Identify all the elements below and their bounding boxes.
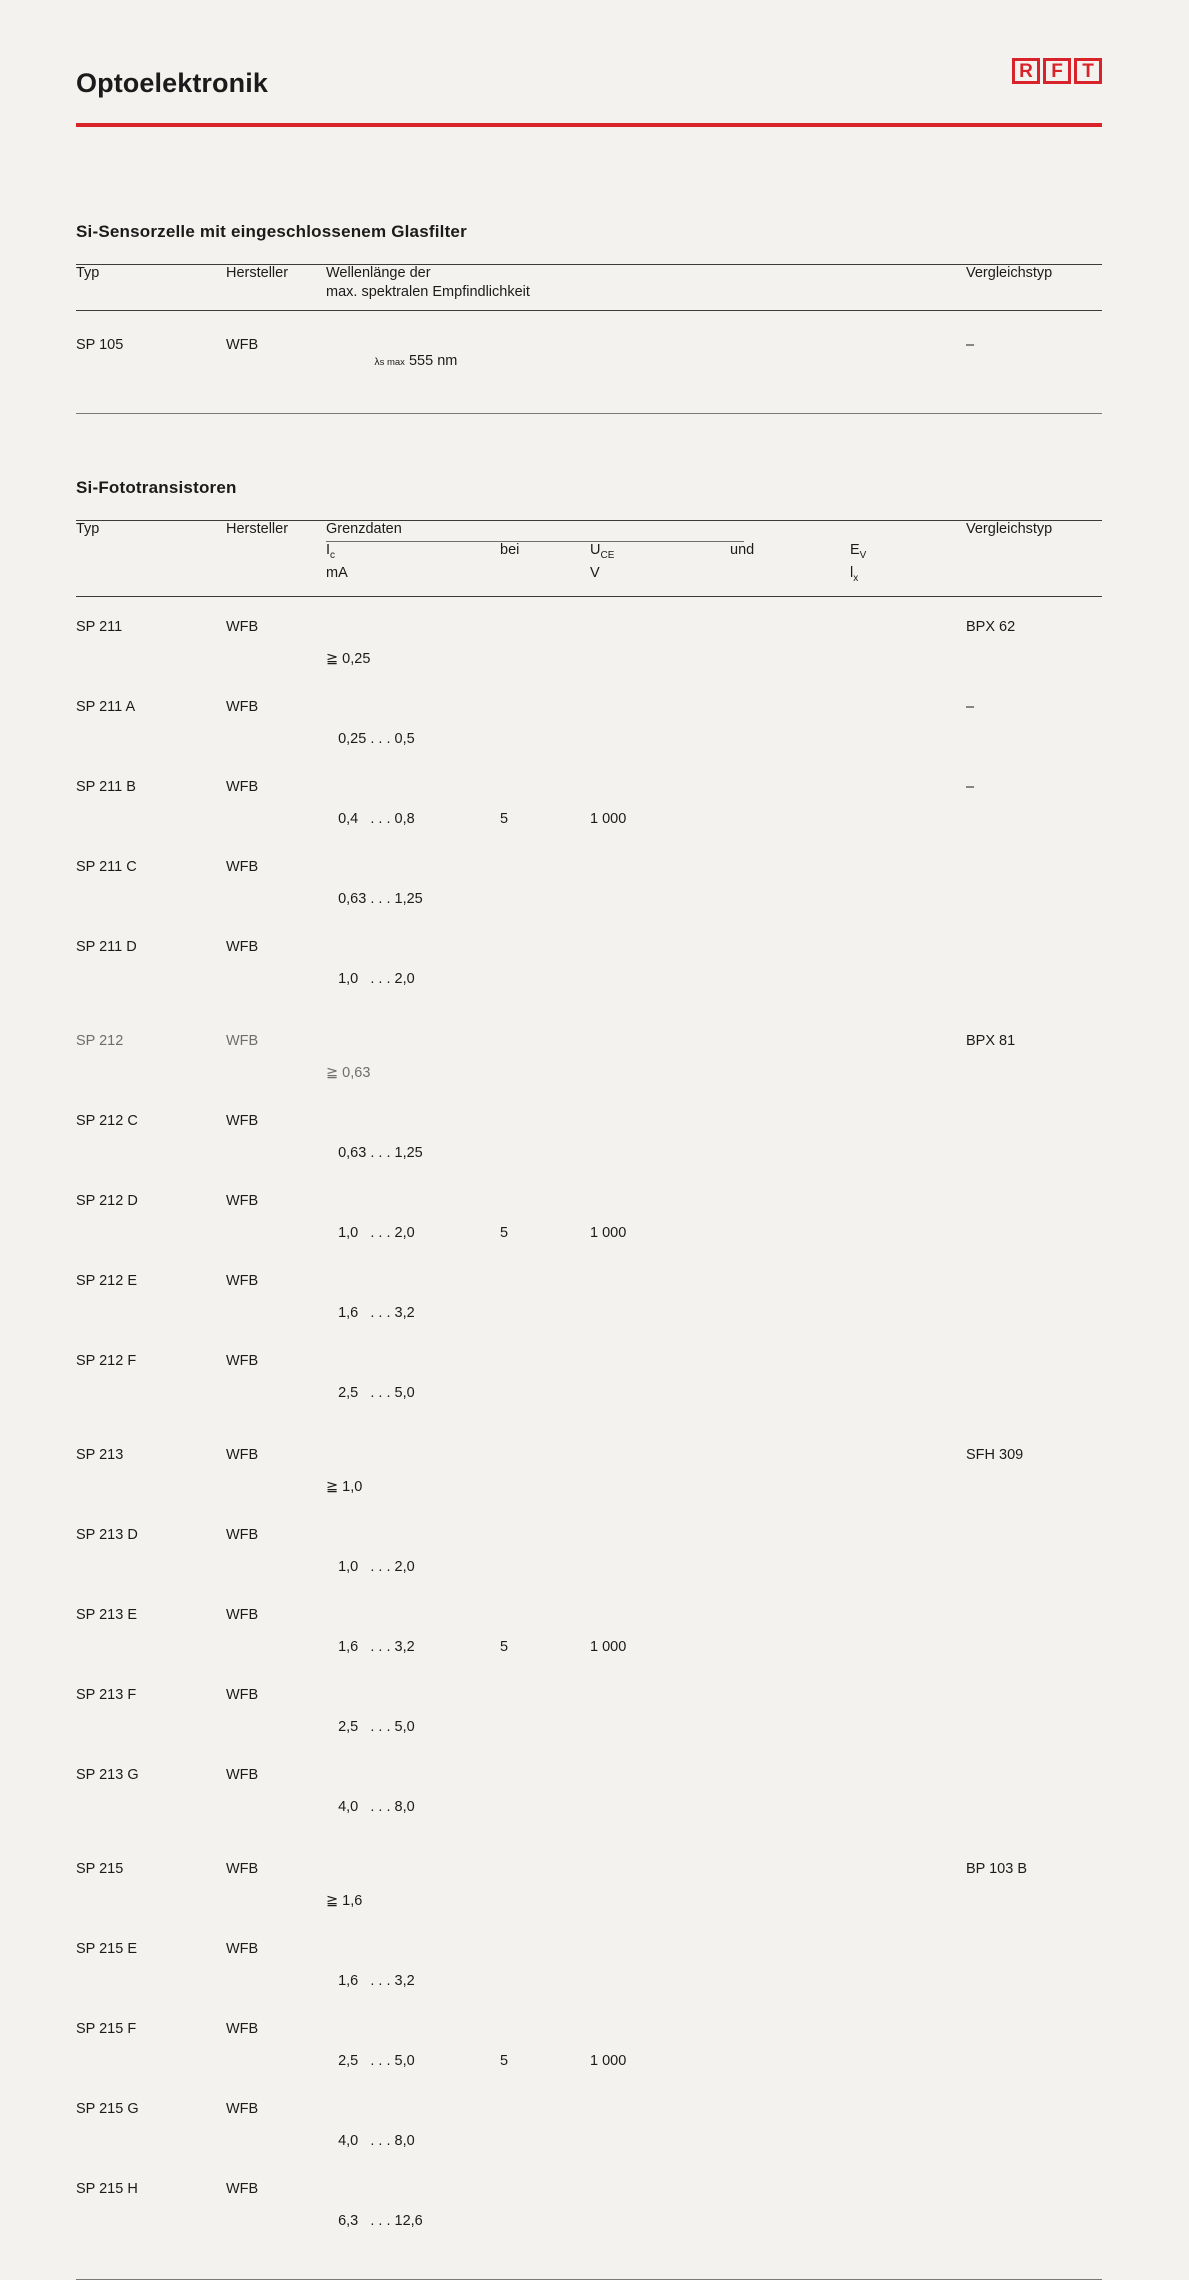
row-uce [500, 1719, 590, 1735]
row-typ: SP 212 F [76, 1352, 137, 1369]
table-row [76, 2101, 1102, 2181]
table-row [76, 1941, 1102, 2021]
row-ev: 1 000 [590, 810, 627, 827]
ev-unit-cell [850, 565, 858, 584]
page-title: Optoelektronik [76, 68, 268, 98]
row-uce [500, 1799, 590, 1815]
row-values [326, 2021, 966, 2101]
row-vergleichstyp [966, 1193, 1102, 1273]
row-typ: SP 215 G [76, 2100, 139, 2117]
row-ic: 1,0 . . . 2,0 [326, 1224, 415, 1241]
row-ic: 4,0 . . . 8,0 [326, 1798, 415, 1815]
row-ic: 0,63 . . . 1,25 [326, 1144, 423, 1161]
ev-symbol: E [850, 542, 860, 558]
row-typ: SP 213 E [76, 1606, 138, 1623]
table-row [76, 1447, 1102, 1527]
row-values [326, 1033, 966, 1113]
row-hersteller: WFB [226, 618, 259, 635]
row-values [326, 1861, 966, 1941]
row-ev: 1 000 [590, 1638, 627, 1655]
row-values [326, 1607, 966, 1687]
row-values [326, 1687, 966, 1767]
row-values [326, 1273, 966, 1353]
row-uce: 5 [500, 1224, 509, 1241]
section1-heading: Si-Sensorzelle mit eingeschlossenem Glasfilter [76, 222, 467, 241]
row-vergleichstyp [966, 2181, 1102, 2261]
lambda-value: 555 nm [408, 353, 458, 369]
table-row [76, 1607, 1102, 1687]
row-ic: 0,4 . . . 0,8 [326, 810, 415, 827]
ev-unit: l [850, 564, 854, 581]
row-values [326, 619, 966, 699]
section2-header-row [76, 521, 1102, 542]
row-values [326, 779, 966, 859]
section2-col-grenzdaten [326, 521, 966, 542]
group-gap [76, 1847, 1102, 1861]
row-ic: 0,63 . . . 1,25 [326, 890, 423, 907]
rft-logo [1012, 58, 1102, 84]
row-ic: ≧ 0,63 [326, 1064, 371, 1081]
section1-header-rule [76, 310, 1102, 311]
row-typ: SP 211 B [76, 778, 136, 795]
section1-body [76, 337, 1102, 385]
row-ev [590, 2213, 730, 2229]
row-typ: SP 215 [76, 1860, 124, 1877]
row-values [326, 939, 966, 1019]
section1-col-typ: Typ [76, 265, 100, 281]
row-hersteller: WFB [226, 1686, 259, 1703]
subheader-line1 [326, 542, 966, 561]
row-hersteller: WFB [226, 337, 259, 353]
subheader-line2 [326, 565, 966, 584]
subheader-units [326, 542, 966, 584]
row-typ: SP 212 C [76, 1112, 138, 1129]
row-uce: 5 [500, 810, 509, 827]
uce-unit: V [590, 564, 600, 581]
section1-header-row [76, 265, 1102, 300]
row-typ: SP 215 H [76, 2180, 138, 2197]
subheader-spacer-3 [966, 542, 1102, 584]
row-ev [590, 1479, 730, 1495]
row-hersteller: WFB [226, 1940, 259, 1957]
row-typ: SP 211 C [76, 858, 137, 875]
row-ev: 1 000 [590, 2052, 627, 2069]
row-vergleichstyp [966, 1767, 1102, 1847]
table-row [76, 1861, 1102, 1941]
row-vergleichstyp: SFH 309 [966, 1446, 1024, 1463]
unit-spacer [500, 565, 590, 584]
section1-col-wellenlaenge-line2: max. spektralen Empfindlichkeit [326, 284, 530, 300]
section2-header-table [76, 521, 1102, 584]
row-uce [500, 1479, 590, 1495]
row-ev [590, 1893, 730, 1909]
row-vergleichstyp [966, 1353, 1102, 1433]
ic-symbol-cell [326, 542, 500, 561]
row-uce [500, 1385, 590, 1401]
row-hersteller: WFB [226, 1860, 259, 1877]
row-ev [590, 971, 730, 987]
row-uce [500, 2213, 590, 2229]
row-ev [590, 1973, 730, 1989]
und-cell: und [730, 542, 755, 558]
row-vergleichstyp [966, 859, 1102, 939]
row-ev [590, 1385, 730, 1401]
group-gap [76, 1433, 1102, 1447]
row-hersteller: WFB [226, 1352, 259, 1369]
row-vergleichstyp: BP 103 B [966, 1860, 1028, 1877]
table-row [76, 1113, 1102, 1193]
grenzdaten-label: Grenzdaten [326, 521, 402, 537]
uce-symbol-cell [590, 542, 730, 561]
unit-spacer-2 [730, 565, 850, 584]
row-vergleichstyp: – [966, 778, 975, 795]
row-uce [500, 1559, 590, 1575]
page-header [76, 0, 1102, 98]
row-values [326, 859, 966, 939]
row-values [326, 699, 966, 779]
section2-col-hersteller: Hersteller [226, 521, 289, 537]
row-typ: SP 215 F [76, 2020, 137, 2037]
row-ic: 2,5 . . . 5,0 [326, 1718, 415, 1735]
row-ic: 1,6 . . . 3,2 [326, 1304, 415, 1321]
table-row [76, 2181, 1102, 2261]
row-vergleichstyp: BPX 62 [966, 618, 1016, 635]
lambda-symbol: λ [374, 356, 380, 368]
row-ic: 1,6 . . . 3,2 [326, 1972, 415, 1989]
row-uce [500, 891, 590, 907]
row-ic: 1,0 . . . 2,0 [326, 970, 415, 987]
ic-unit: mA [326, 564, 348, 581]
table-row [76, 1767, 1102, 1847]
row-hersteller: WFB [226, 1526, 259, 1543]
row-hersteller: WFB [226, 778, 259, 795]
row-ic: ≧ 1,6 [326, 1892, 363, 1909]
ev-subscript: V [859, 549, 867, 561]
row-ev [590, 1559, 730, 1575]
row-typ: SP 215 E [76, 1940, 138, 1957]
row-hersteller: WFB [226, 1272, 259, 1289]
row-ic: 0,25 . . . 0,5 [326, 730, 415, 747]
row-hersteller: WFB [226, 1032, 259, 1049]
table-row [76, 939, 1102, 1019]
row-typ: SP 213 [76, 1446, 124, 1463]
row-vergleichstyp: BPX 81 [966, 1032, 1016, 1049]
table-row [76, 337, 1102, 385]
row-typ: SP 105 [76, 337, 124, 353]
row-hersteller: WFB [226, 1112, 259, 1129]
row-values [326, 1447, 966, 1527]
table-row [76, 1527, 1102, 1607]
uce-subscript: CE [600, 549, 615, 561]
uce-symbol: U [590, 542, 601, 558]
row-uce [500, 1893, 590, 1909]
row-vergleichstyp [966, 1607, 1102, 1687]
table-row [76, 779, 1102, 859]
row-vergleichstyp [966, 1113, 1102, 1193]
row-uce: 5 [500, 2052, 509, 2069]
table-row [76, 1273, 1102, 1353]
section1-col-vergleichstyp: Vergleichstyp [966, 265, 1053, 281]
row-vergleichstyp: – [966, 698, 975, 715]
row-ev [590, 651, 730, 667]
lambda-subscript: s max [379, 357, 405, 368]
row-hersteller: WFB [226, 2100, 259, 2117]
row-hersteller: WFB [226, 2020, 259, 2037]
section2-heading: Si-Fototransistoren [76, 478, 237, 497]
section2-body [76, 619, 1102, 2261]
section2-col-vergleichstyp: Vergleichstyp [966, 521, 1053, 537]
logo-letter-f: F [1043, 58, 1071, 84]
row-hersteller: WFB [226, 1446, 259, 1463]
title-underline-rule [76, 123, 1102, 127]
row-uce [500, 1973, 590, 1989]
row-ev: 1 000 [590, 1224, 627, 1241]
row-values [326, 2101, 966, 2181]
logo-letter-r: R [1012, 58, 1040, 84]
section1-col-wellenlaenge-line1: Wellenlänge der [326, 265, 431, 281]
table-row [76, 1033, 1102, 1113]
row-vergleichstyp [966, 2101, 1102, 2181]
row-typ: SP 213 D [76, 1526, 138, 1543]
row-values [326, 1527, 966, 1607]
section-sensorzelle [76, 222, 1102, 414]
section2-header-rule [76, 596, 1102, 597]
section2-subheader-row [76, 542, 1102, 584]
section2-col-typ: Typ [76, 521, 100, 537]
row-vergleichstyp [966, 1527, 1102, 1607]
row-vergleichstyp [966, 1687, 1102, 1767]
table-row [76, 859, 1102, 939]
row-uce [500, 731, 590, 747]
ev-unit-subscript: x [853, 572, 859, 584]
row-uce [500, 1145, 590, 1161]
section1-col-wellenlaenge [326, 265, 966, 300]
row-hersteller: WFB [226, 1766, 259, 1783]
row-hersteller: WFB [226, 1606, 259, 1623]
row-typ: SP 212 D [76, 1192, 138, 1209]
row-ic: 2,5 . . . 5,0 [326, 2052, 415, 2069]
section1-bottom-rule [76, 413, 1102, 414]
row-ic: 2,5 . . . 5,0 [326, 1384, 415, 1401]
row-typ: SP 212 E [76, 1272, 138, 1289]
row-wellenlaenge [326, 337, 966, 385]
row-ev [590, 1065, 730, 1081]
row-vergleichstyp: – [966, 337, 975, 353]
row-typ: SP 211 A [76, 698, 136, 715]
row-values [326, 1767, 966, 1847]
row-values [326, 1193, 966, 1273]
row-ev [590, 2133, 730, 2149]
row-ic: ≧ 0,25 [326, 650, 371, 667]
row-values [326, 1353, 966, 1433]
row-uce [500, 1305, 590, 1321]
row-typ: SP 213 G [76, 1766, 139, 1783]
table-row [76, 1353, 1102, 1433]
row-typ: SP 213 F [76, 1686, 137, 1703]
row-hersteller: WFB [226, 1192, 259, 1209]
bei-cell: bei [500, 542, 520, 558]
table-row [76, 2021, 1102, 2101]
row-typ: SP 212 [76, 1032, 124, 1049]
row-ic: 4,0 . . . 8,0 [326, 2132, 415, 2149]
logo-letter-t: T [1074, 58, 1102, 84]
row-ic: 1,0 . . . 2,0 [326, 1558, 415, 1575]
row-hersteller: WFB [226, 938, 259, 955]
row-uce [500, 1065, 590, 1081]
row-vergleichstyp [966, 939, 1102, 1019]
row-ev [590, 1719, 730, 1735]
subheader-spacer-1 [76, 542, 226, 584]
row-vergleichstyp [966, 2021, 1102, 2101]
row-ev [590, 1799, 730, 1815]
row-ic: ≧ 1,0 [326, 1478, 363, 1495]
row-values [326, 1941, 966, 2021]
section-fototransistoren [76, 478, 1102, 2280]
subheader-spacer-2 [226, 542, 326, 584]
ic-symbol: I [326, 542, 331, 558]
ic-subscript: c [330, 549, 336, 561]
row-ic: 1,6 . . . 3,2 [326, 1638, 415, 1655]
row-uce [500, 651, 590, 667]
row-typ: SP 211 D [76, 938, 137, 955]
row-typ: SP 211 [76, 618, 123, 635]
section1-table [76, 265, 1102, 300]
row-hersteller: WFB [226, 858, 259, 875]
section1-col-hersteller: Hersteller [226, 265, 289, 281]
table-row [76, 1193, 1102, 1273]
row-vergleichstyp [966, 1941, 1102, 2021]
row-uce [500, 971, 590, 987]
row-hersteller: WFB [226, 698, 259, 715]
row-vergleichstyp [966, 1273, 1102, 1353]
row-ev [590, 731, 730, 747]
row-hersteller: WFB [226, 2180, 259, 2197]
group-gap [76, 1019, 1102, 1033]
ev-symbol-cell [850, 542, 866, 561]
row-ic: 6,3 . . . 12,6 [326, 2212, 423, 2229]
table-row [76, 699, 1102, 779]
row-values [326, 2181, 966, 2261]
row-uce [500, 2133, 590, 2149]
row-values [326, 1113, 966, 1193]
row-ev [590, 1145, 730, 1161]
row-ev [590, 1305, 730, 1321]
table-row [76, 619, 1102, 699]
table-row [76, 1687, 1102, 1767]
row-uce: 5 [500, 1638, 509, 1655]
row-ev [590, 891, 730, 907]
